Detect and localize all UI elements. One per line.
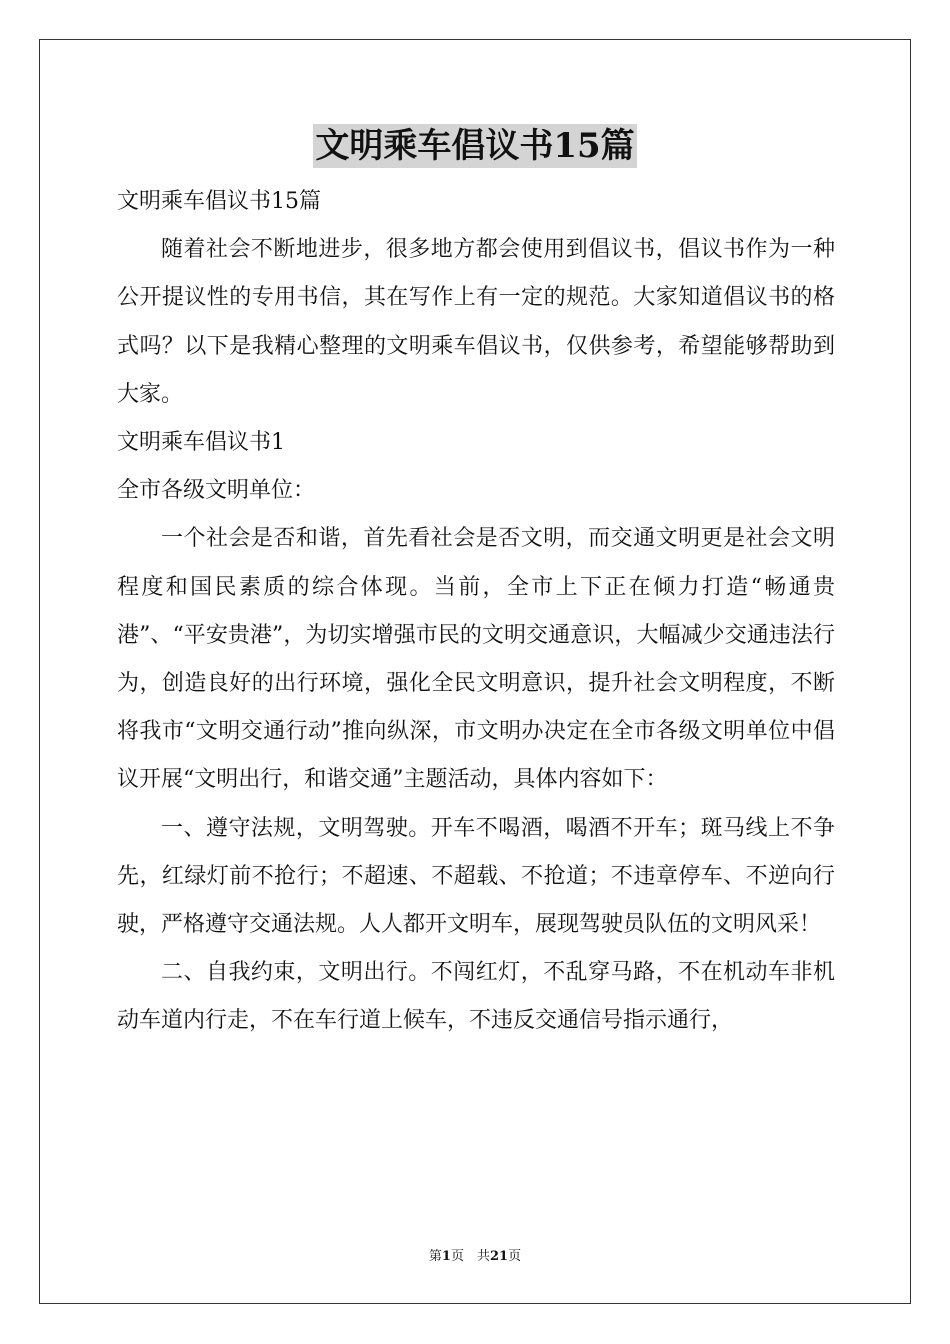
footer-prefix: 第 [428, 1249, 442, 1264]
page-footer [0, 1248, 950, 1266]
footer-mid: 页 共 [450, 1249, 490, 1264]
document-title: 文明乘车倡议书15篇 [315, 126, 635, 166]
intro-paragraph: 随着社会不断地进步，很多地方都会使用到倡议书，倡议书作为一种公开提议性的专用书信，其在写作上有一定的规范。大家知道倡议书的格式吗？以下是我精心整理的文明乘车倡议书，仅供参考，希望能够帮助到大家。 [117, 237, 835, 407]
footer-suffix: 页 [508, 1249, 522, 1264]
body-paragraph: 二、自我约束，文明出行。不闯红灯，不乱穿马路，不在机动车非机动车道内行走，不在车行道上候车，不违反交通信号指示通行， [117, 960, 835, 1034]
body-paragraph: 一、遵守法规，文明驾驶。开车不喝酒，喝酒不开车；斑马线上不争先，红绿灯前不抢行；不超速、不超载、不抢道；不违章停车、不逆向行驶，严格遵守交通法规。人人都开文明车，展现驾驶员队伍的文明风采！ [117, 815, 835, 938]
subtitle-line: 文明乘车倡议书15篇 [117, 189, 321, 214]
salutation: 全市各级文明单位： [117, 478, 316, 504]
section-heading: 文明乘车倡议书1 [117, 430, 285, 456]
body-paragraph: 一个社会是否和谐，首先看社会是否文明，而交通文明更是社会文明程度和国民素质的综合体现。当前，全市上下正在倾力打造“畅通贵港”、“平安贵港”，为切实增强市民的文明交通意识，大幅减少交通违法行为，创造良好的出行环境，强化全民文明意识，提升社会文明程度，不断将我市“文明交通行动”推向纵深，市文明办决定在全市各级文明单位中倡议开展“文明出行，和谐交通”主题活动，具体内容如下： [117, 526, 835, 793]
current-page-number: 1 [441, 1249, 451, 1264]
total-pages-number: 21 [489, 1249, 509, 1264]
document-body [117, 178, 835, 1046]
title-area [0, 124, 950, 168]
